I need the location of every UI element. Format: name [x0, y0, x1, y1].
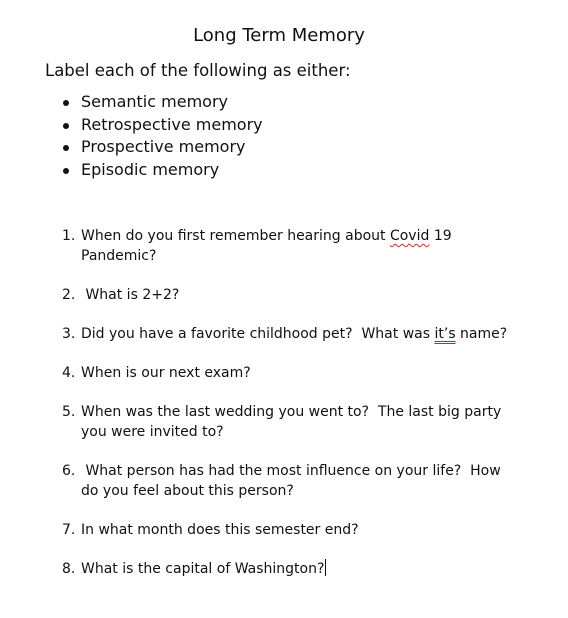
memory-type-item [0, 114, 263, 137]
question-line: When was the last wedding you went to? The last big party [81, 404, 502, 420]
question-number: 5. [62, 404, 76, 420]
question-line: In what month does this semester end? [81, 522, 359, 538]
memory-type-list [0, 91, 263, 181]
question-text[interactable] [81, 226, 521, 266]
memory-type-label: Prospective memory [81, 137, 246, 156]
memory-type-item [0, 136, 263, 159]
question-line: When is our next exam? [81, 365, 251, 381]
bullet-icon [63, 168, 69, 174]
question-number: 3. [62, 326, 76, 342]
question-line [81, 324, 521, 344]
document-title: Long Term Memory [193, 25, 365, 46]
instruction-text: Label each of the following as either: [45, 61, 351, 80]
bullet-icon [63, 100, 69, 106]
text-run: name? [455, 326, 508, 342]
question-line: What is 2+2? [81, 287, 180, 303]
question-text[interactable] [81, 363, 521, 383]
question-line: you were invited to? [81, 424, 224, 440]
question-text[interactable] [81, 285, 521, 305]
question-text[interactable] [81, 559, 521, 579]
bullet-icon [63, 123, 69, 129]
question-text[interactable] [81, 520, 521, 540]
question-line [81, 226, 521, 246]
question-number: 4. [62, 365, 76, 381]
question-number: 8. [62, 561, 76, 577]
text-run: Did you have a favorite childhood pet? What was [81, 326, 435, 342]
question-line: What person has had the most influence on your life? How [81, 463, 501, 479]
question-text[interactable] [81, 461, 521, 501]
question-number: 7. [62, 522, 76, 538]
memory-type-label: Retrospective memory [81, 114, 263, 134]
question-line: Pandemic? [81, 248, 157, 264]
question-text[interactable] [81, 402, 521, 442]
bullet-icon [63, 145, 69, 151]
text-run: 19 [429, 228, 452, 244]
memory-type-label: Semantic memory [81, 92, 228, 111]
question-number: 2. [62, 287, 76, 303]
question-line: do you feel about this person? [81, 483, 294, 499]
memory-type-item [0, 91, 263, 114]
question-text[interactable] [81, 324, 521, 344]
grammar-flagged-word[interactable]: it’s [434, 326, 456, 342]
text-cursor [325, 559, 326, 576]
question-line [81, 559, 521, 579]
question-number: 1. [62, 228, 76, 244]
spelling-flagged-word[interactable]: Covid [389, 228, 430, 244]
text-run: What is the capital of Washington? [81, 561, 325, 577]
memory-type-item [0, 159, 263, 182]
memory-type-label: Episodic memory [81, 159, 220, 179]
question-number: 6. [62, 463, 76, 479]
text-run: When do you first remember hearing about [81, 228, 390, 244]
